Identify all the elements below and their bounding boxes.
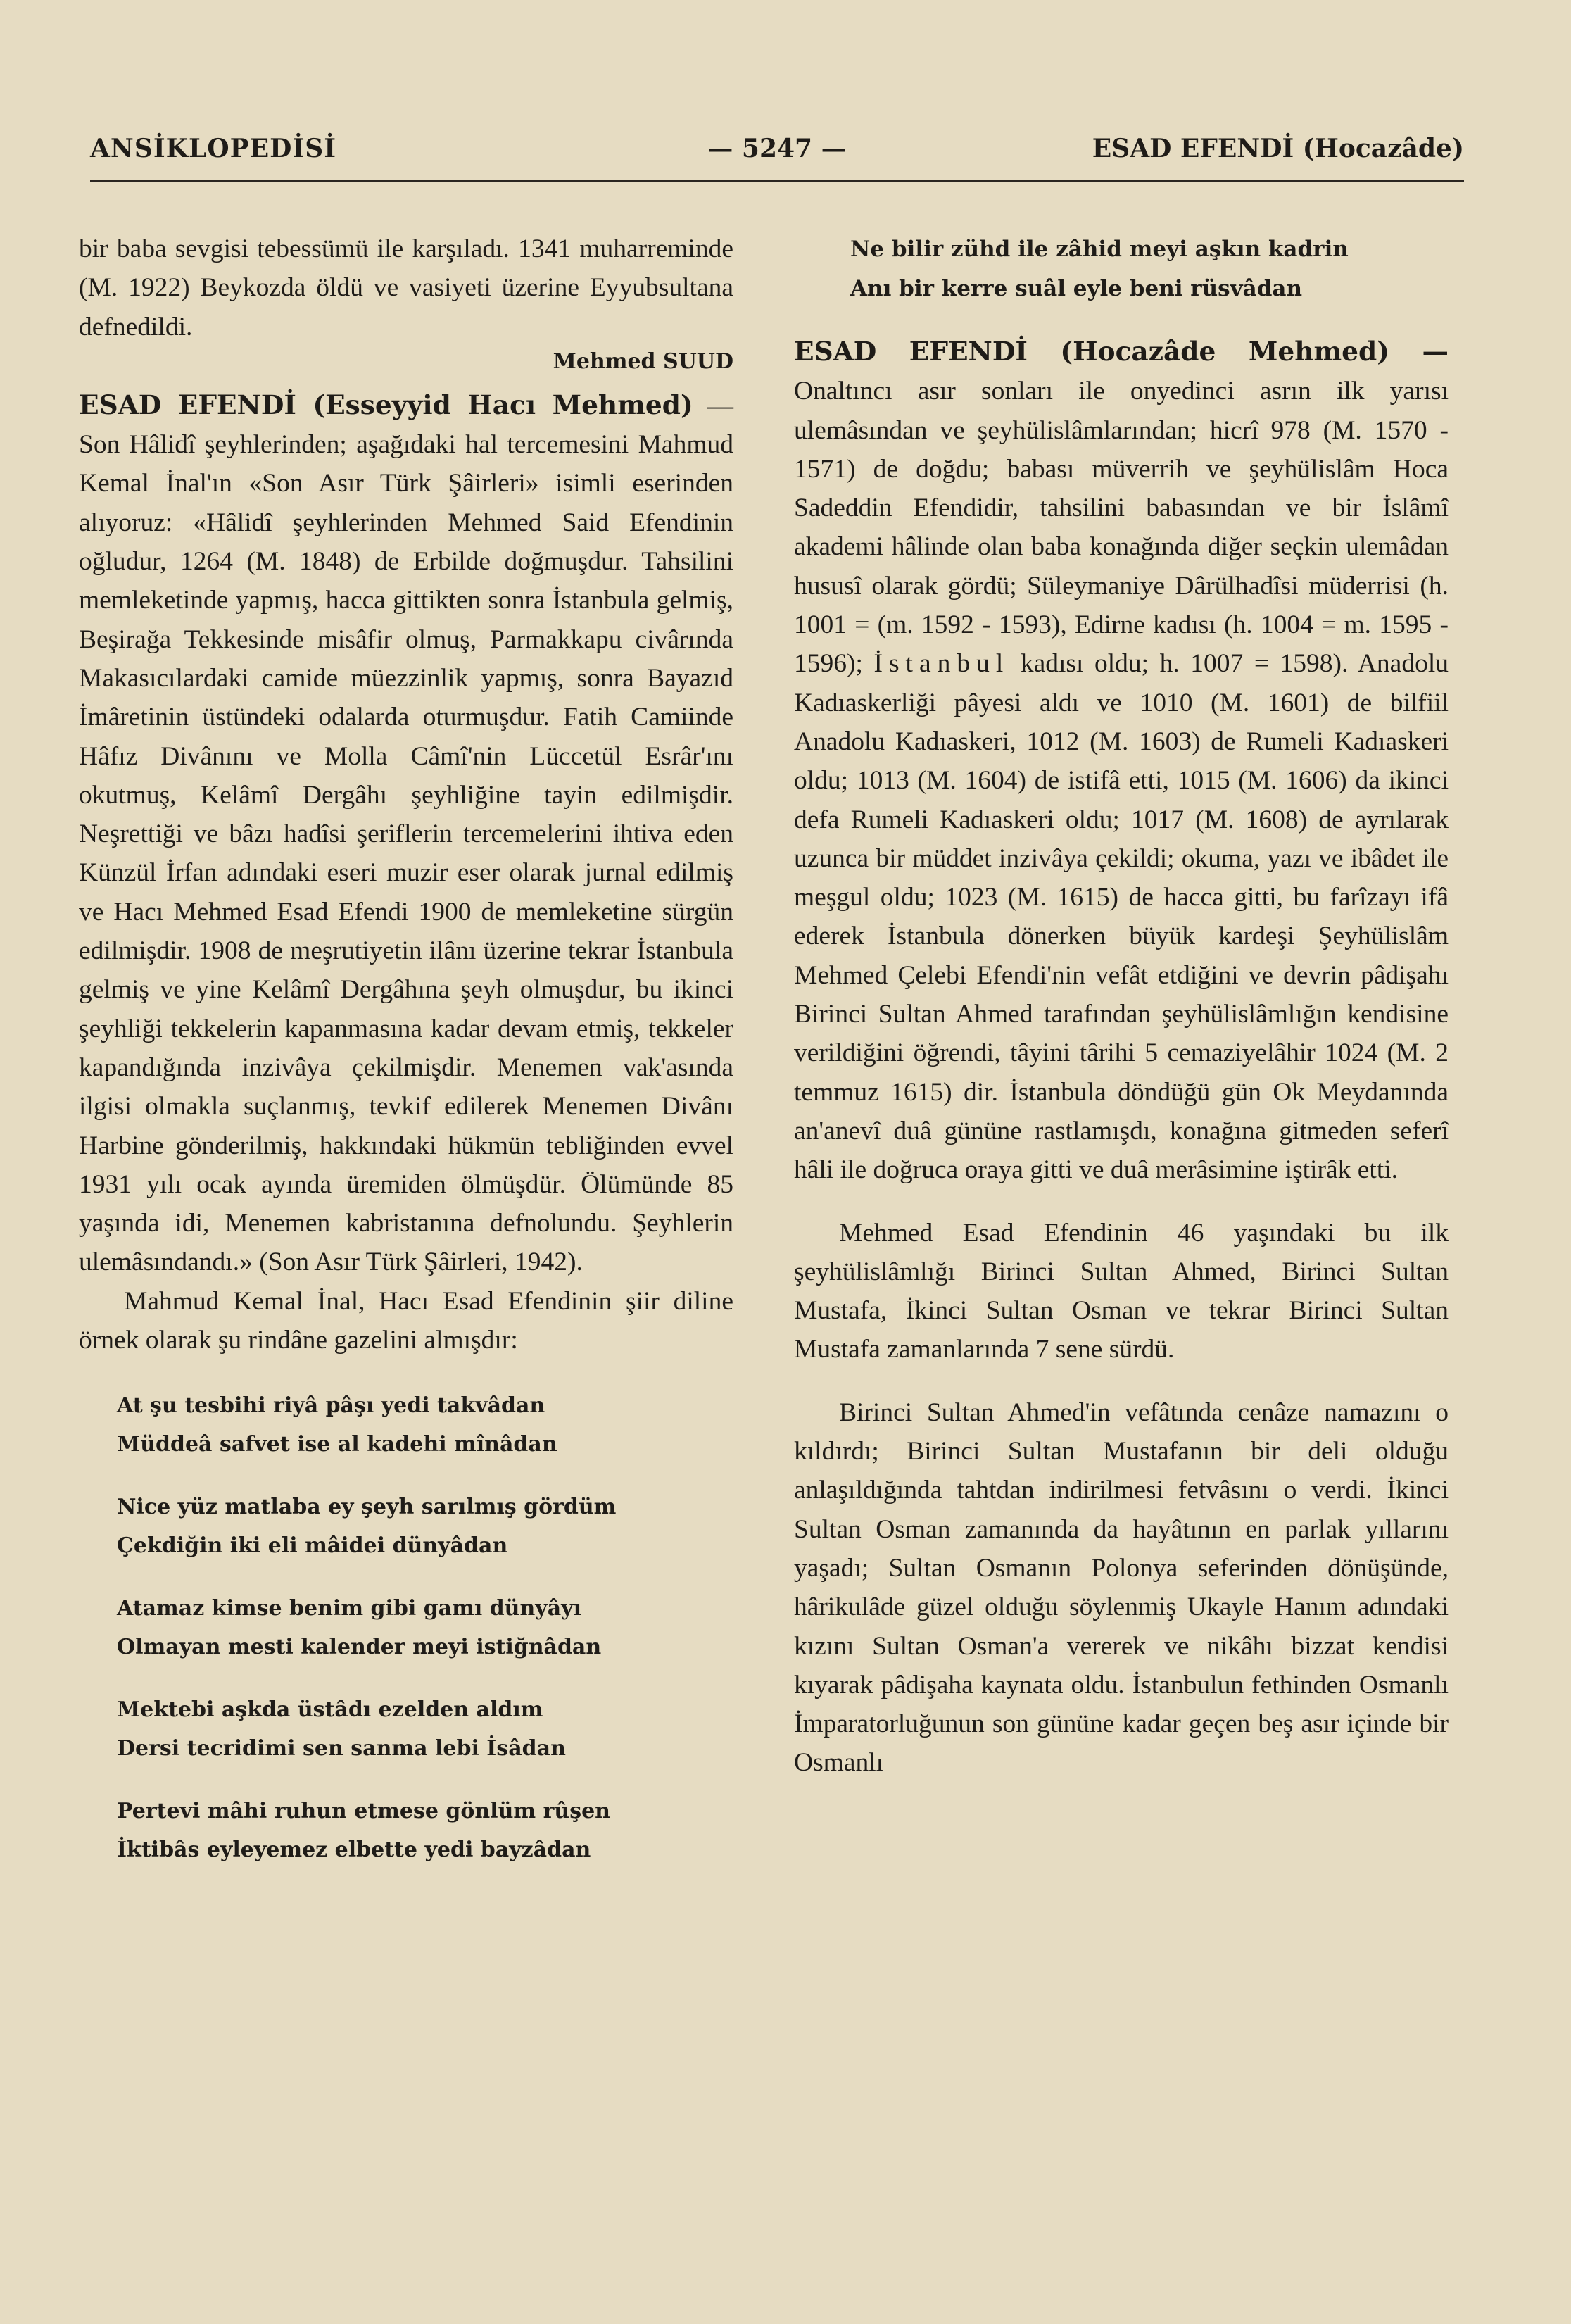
verse-line: Ne bilir zühd ile zâhid meyi aşkın kadrin [850,237,1349,262]
header-rule [90,180,1464,182]
verse-line: İktibâs eyleyemez elbette yedi bayzâdan [117,1838,591,1863]
poem-continuation [850,230,1449,308]
paragraph: bir baba sevgisi tebessümü ile karşıladı. 1341 muharreminde (M. 1922) Beykozda öldü ve vasiyeti üzerine Eyyubsultana defnedildi. [79,234,733,341]
verse-line: Nice yüz matlaba ey şeyh sarılmış gördüm [117,1495,617,1520]
verse-line: Olmayan mesti kalender meyi istiğnâdan [117,1635,602,1660]
spaced-word: İstanbul [873,649,1010,679]
paragraph: Mahmud Kemal İnal, Hacı Esad Efendinin şiir diline örnek olarak şu rindâne gazelini almışdır: [79,1286,733,1355]
running-header [90,134,1464,173]
couplet [117,1386,733,1464]
entry-text: kadısı oldu; h. 1007 = 1598). Anadolu Kadıaskerliği pâyesi aldı ve 1010 (M. 1601) de bilfiil Anadolu Kadıaskeri, 1012 (M. 1603) de Rumeli Kadıaskeri oldu; 1013 (M. 1604) de istifâ etti, 1015 (M. 1606) da ikinci defa Rumeli Kadıaskeri oldu; 1017 (M. 1608) de ayrılarak uzunca bir müddet inzivâya çekildi; okuma, yazı ve ibâdet ile meşgul oldu; 1023 (M. 1615) de hacca gitti, bu farîzayı ifâ ederek İstanbula dönerken büyük kardeşi Şeyhülislâm Mehmed Çelebi Efendi'nin vefât etdiğini ve devrin pâdişahı Birinci Sultan Ahmed tarafından şeyhülislâmlığın kendisine verildiğini öğrendi, tâyini târihi 5 cemaziyelâhir 1024 (M. 2 temmuz 1615) dir. İstanbula döndüğü gün Ok Meydanında an'anevî duâ gününe rastlamışdı, konağına gitmeden seferî hâli ile doğruca oraya gitti ve duâ merâsimine iştirâk etti. [794,649,1449,1185]
verse-line: Pertevi mâhi ruhun etmese gönlüm rûşen [117,1799,610,1824]
left-column [79,230,733,1893]
entry-text: Onaltıncı asır sonları ile onyedinci asrın ilk yarısı ulemâsından ve şeyhülislâmlarından; hicrî 978 (M. 1570 - 1571) de doğdu; babası müverrih ve şeyhülislâm Hoca Sadeddin Efendidir, tahsilini babasından ve bir İslâmî akademi hâlinde olan baba konağında diğer seçkin ulemâdan hususî olarak gördü; Süleymaniye Dârülhadîsi müderrisi (h. 1001 = (m. 1592 - 1593), Edirne kadısı (h. 1004 = m. 1595 - 1596); [794,377,1449,679]
verse-line: At şu tesbihi riyâ pâşı yedi takvâdan [117,1393,545,1419]
poem [117,1386,733,1869]
page-number: — 5247 — [707,134,847,163]
paragraph: Mehmed Esad Efendinin 46 yaşındaki bu ilk şeyhülislâmlığı Birinci Sultan Ahmed, Birinci Sultan Mustafa, İkinci Sultan Osman ve tekrar Birinci Sultan Mustafa zamanlarında 7 sene sürdü. [794,1218,1449,1364]
entry-title: ESAD EFENDİ (Hocazâde Mehmed) — [794,336,1449,367]
entry-paragraph [79,386,733,1282]
couplet [117,1792,733,1869]
verse-line: Dersi tecridimi sen sanma lebi İsâdan [117,1736,566,1761]
entry-title: ESAD EFENDİ (Esseyyid Hacı Mehmed) [79,389,693,420]
entry-text: — Son Hâlidî şeyhlerinden; aşağıdaki hal tercemesini Mahmud Kemal İnal'ın «Son Asır Türk Şâirleri» isimli eserinden alıyoruz: «Hâlidî şeyhlerinden Mehmed Said Efendinin oğludur, 1264 (M. 1848) de Erbilde doğmuşdur. Tahsilini memleketinde yapmış, hacca gittikten sonra İstanbula gelmiş, Beşirağa Tekkesinde misâfir olmuş, Parmakkapu civârında Makasıcılardaki camide müezzinlik yapmış, sonra Bayazıd İmâretinin üstündeki odalarda oturmuşdur. Fatih Camiinde Hâfız Divânını ve Molla Câmî'nin Lüccetül Esrâr'ını okutmuş, Kelâmî Dergâhı şeyhliğine tayin edilmişdir. Neşrettiği ve bâzı hadîsi şeriflerin tercemelerini ihtiva eden Künzül İrfan adındaki eseri muzir eser olarak jurnal edilmiş ve Hacı Mehmed Esad Efendi 1900 de memleketine sürgün edilmişdir. 1908 de meşrutiyetin ilânı üzerine tekrar İstanbula gelmiş ve yine Kelâmî Dergâhına şeyh olmuşdur, bu ikinci şeyhliği tekkelerin kapanmasına kadar devam etmiş, tekkeler kapandığında inzivâya çekilmişdir. Menemen vak'asında ilgisi olmakla suçlanmış, tevkif edilerek Menemen Divânı Harbine gönderilmiş, hakkındaki hükmün tebliğinden evvel 1931 yılı ocak ayında üremiden ölmüşdür. Ölümünde 85 yaşında idi, Menemen kabristanına defnolundu. Şeyhlerin ulemâsındandı.» (Son Asır Türk Şâirleri, 1942). [79,391,733,1277]
couplet [117,1589,733,1666]
right-column [794,230,1449,1783]
verse-line: Müddeâ safvet ise al kadehi mînâdan [117,1432,557,1457]
verse-line: Atamaz kimse benim gibi gamı dünyâyı [117,1596,581,1621]
verse-line: Mektebi aşkda üstâdı ezelden aldım [117,1697,543,1723]
header-entry-title: ESAD EFENDİ (Hocazâde) [1092,134,1464,163]
entry-paragraph [794,332,1449,1190]
header-encyclopedia-title: ANSİKLOPEDİSİ [90,134,337,163]
paragraph: Birinci Sultan Ahmed'in vefâtında cenâze namazını o kıldırdı; Birinci Sultan Mustafanın bir deli olduğu anlaşıldığında tahtdan indirilmesi fetvâsını o verdi. İkinci Sultan Osman zamanında da hayâtının en parlak yıllarını yaşadı; Sultan Osmanın Polonya seferinden dönüşünde, hârikulâde güzel olduğu söylenmiş Ukayle Hanım adındaki kızını Sultan Osman'a vererek ve nikâhı bizzat kendisi kıyarak pâdişaha kaynata oldu. İstanbulun fethinden Osmanlı İmparatorluğunun son gününe kadar geçen beş asır içinde bir Osmanlı [794,1397,1449,1778]
verse-line: Anı bir kerre suâl eyle beni rüsvâdan [850,276,1303,301]
couplet [117,1690,733,1768]
verse-line: Çekdiğin iki eli mâidei dünyâdan [117,1533,508,1559]
couplet [117,1488,733,1565]
author-signature: Mehmed SUUD [553,348,733,374]
